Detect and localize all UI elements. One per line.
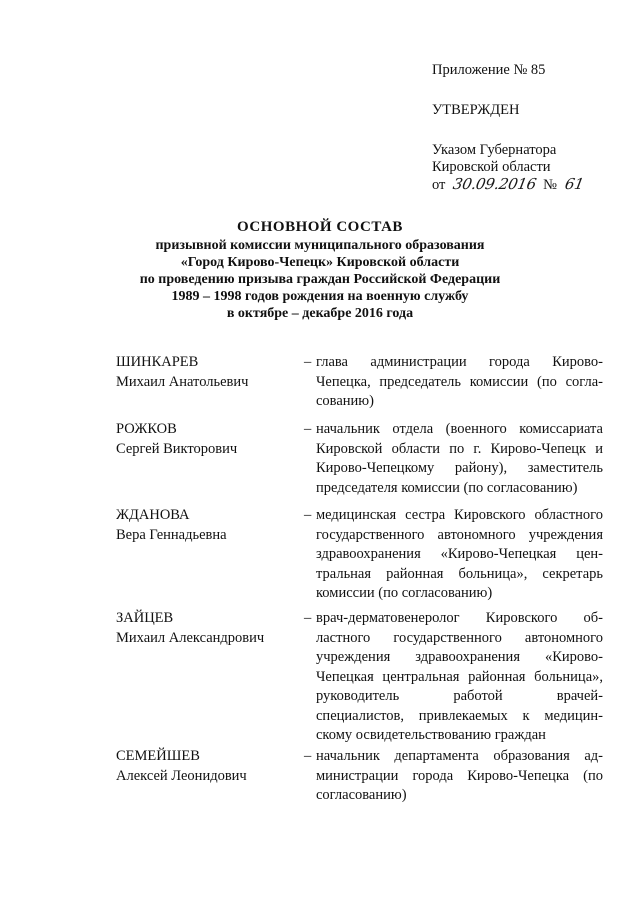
member-given-names: Вера Геннадьевна (116, 526, 227, 543)
heading-line-3: по проведению призыва граждан Российской Федерации (139, 272, 501, 287)
duty-line: министрации города Кирово-Чепецка (по (316, 767, 603, 784)
member-duty (316, 353, 603, 412)
member-name (116, 747, 296, 786)
member-name (116, 420, 296, 459)
decree-line-2: Кировской области (432, 159, 551, 175)
duty-line: Чепецка, председатель комиссии (по согла- (316, 373, 603, 390)
member-surname: СЕМЕЙШЕВ (116, 748, 200, 764)
member-name (116, 506, 296, 545)
duty-line: председателя комиссии (по согласованию) (316, 479, 578, 496)
member-name (116, 609, 296, 648)
duty-line: руководитель работой врачей- (316, 688, 603, 704)
decree-date-line (432, 176, 622, 194)
handwritten-date: 30.09.2016 (451, 175, 538, 193)
handwritten-number: 61 (563, 175, 585, 193)
number-prefix: № (543, 177, 558, 193)
duty-line: сованию) (316, 393, 374, 409)
heading-line-4: 1989 – 1998 годов рождения на военную службу (171, 289, 469, 304)
duty-line: начальник департамента образования ад- (316, 748, 603, 764)
member-dash: – (304, 610, 312, 626)
approval-block (432, 62, 622, 194)
member-given-names: Сергей Викторович (116, 440, 238, 457)
duty-line: тральная районная больница», секретарь (316, 565, 603, 582)
member-surname: ЗАЙЦЕВ (116, 610, 174, 626)
appendix-number: Приложение № 85 (432, 62, 546, 78)
duty-line: здравоохранения «Кирово-Чепецкая цен- (316, 546, 603, 562)
member-given-names: Алексей Леонидович (116, 767, 247, 784)
member-surname: ШИНКАРЕВ (116, 354, 199, 370)
member-dash: – (304, 421, 312, 437)
decree-line-1: Указом Губернатора (432, 142, 557, 158)
heading-title: ОСНОВНОЙ СОСТАВ (237, 219, 403, 235)
duty-line: глава администрации города Кирово- (316, 354, 603, 370)
member-given-names: Михаил Анатольевич (116, 373, 249, 390)
heading-line-1: призывной комиссии муниципального образования (155, 238, 485, 253)
heading-line-2: «Город Кирово-Чепецк» Кировской области (180, 255, 460, 270)
duty-line: ластного государственного автономного (316, 629, 603, 646)
document-heading (100, 219, 540, 322)
member-given-names: Михаил Александрович (116, 629, 265, 646)
member-surname: ЖДАНОВА (116, 507, 190, 523)
duty-line: государственного автономного учреждения (316, 526, 603, 543)
member-duty (316, 747, 603, 806)
approved-label: УТВЕРЖДЕН (432, 102, 520, 118)
duty-line: медицинская сестра Кировского областного (316, 507, 603, 523)
duty-line: Чепецкая центральная районная больница», (316, 668, 603, 685)
duty-line: Кировской области по г. Кирово-Чепецк и (316, 440, 603, 457)
member-duty (316, 609, 603, 746)
duty-line: специалистов, привлекаемых к медицин- (316, 707, 603, 724)
duty-line: врач-дерматовенеролог Кировского об- (316, 610, 603, 626)
member-surname: РОЖКОВ (116, 421, 177, 437)
member-dash: – (304, 507, 312, 523)
member-duty (316, 420, 603, 498)
member-duty (316, 506, 603, 604)
member-name (116, 353, 296, 392)
from-prefix: от (432, 177, 446, 193)
duty-line: учреждения здравоохранения «Кирово- (316, 649, 603, 665)
member-dash: – (304, 748, 312, 764)
heading-line-5: в октябре – декабре 2016 года (226, 306, 414, 321)
duty-line: Кирово-Чепецкому району), заместитель (316, 460, 603, 476)
duty-line: согласованию) (316, 787, 407, 803)
member-dash: – (304, 354, 312, 370)
duty-line: комиссии (по согласованию) (316, 585, 493, 601)
duty-line: начальник отдела (военного комиссариата (316, 421, 603, 437)
duty-line: скому освидетельствованию граждан (316, 727, 546, 743)
